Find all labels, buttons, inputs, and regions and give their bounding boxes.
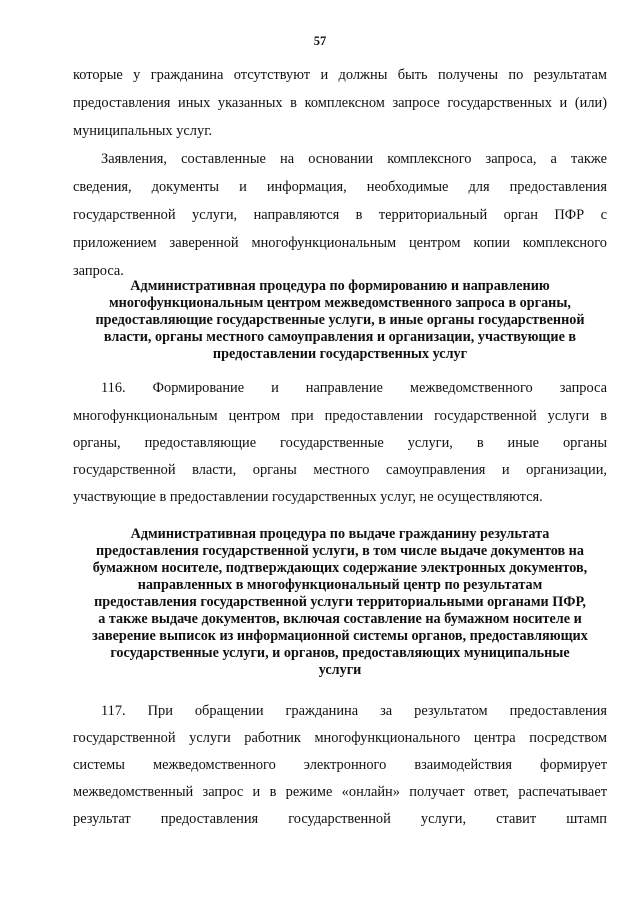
section-heading-line: предоставлении государственных услуг — [212, 346, 468, 362]
section-heading-line: Административная процедура по выдаче гражданину результата — [130, 526, 550, 542]
paragraph-line: Заявления, составленные на основании комплексного запроса, а также — [101, 151, 607, 167]
paragraph-line: приложением заверенной многофункциональным центром копии комплексного — [73, 235, 607, 251]
section-heading-line: многофункциональным центром межведомственного запроса в органы, — [109, 295, 571, 311]
section-heading-line: заверение выписок из информационной системы органов, предоставляющих — [92, 628, 588, 644]
paragraph-line: 116. Формирование и направление межведомственного запроса — [101, 380, 607, 396]
section-heading-line: власти, органы местного самоуправления и организации, участвующие в — [103, 329, 577, 345]
paragraph-line: органы, предоставляющие государственные услуги, в иные органы — [73, 435, 607, 451]
section-heading-line: услуги — [318, 662, 362, 678]
paragraph-line: участвующие в предоставлении государственных услуг, не осуществляются. — [73, 489, 543, 505]
paragraph-line: государственной услуги, направляются в территориальный орган ПФР с — [73, 207, 607, 223]
paragraph-line: сведения, документы и информация, необходимые для предоставления — [73, 179, 607, 195]
paragraph-line: предоставления иных указанных в комплексном запросе государственных и (или) — [73, 95, 607, 111]
paragraph-line: системы межведомственного электронного взаимодействия формирует — [73, 757, 607, 773]
paragraph-line: запроса. — [73, 263, 124, 279]
section-heading-line: бумажном носителе, подтверждающих содержание электронных документов, — [92, 560, 588, 576]
paragraph-line: государственной власти, органы местного самоуправления и организации, — [73, 462, 607, 478]
paragraph-line: результат предоставления государственной услуги, ставит штамп — [73, 811, 607, 827]
section-heading-line: а также выдаче документов, включая составление на бумажном носителе и — [98, 611, 582, 627]
paragraph-line: государственной услуги работник многофункционального центра посредством — [73, 730, 607, 746]
section-heading-line: предоставления государственной услуги территориальными органами ПФР, — [94, 594, 586, 610]
paragraph-line: межведомственный запрос и в режиме «онлайн» получает ответ, распечатывает — [73, 784, 607, 800]
page-number: 57 — [313, 34, 327, 48]
paragraph-line: 117. При обращении гражданина за результатом предоставления — [101, 703, 607, 719]
paragraph-line: которые у гражданина отсутствуют и должны быть получены по результатам — [73, 67, 607, 83]
section-heading-line: предоставления государственной услуги, в том числе выдаче документов на — [96, 543, 584, 559]
section-heading-line: Административная процедура по формированию и направлению — [130, 278, 550, 294]
section-heading-line: предоставляющие государственные услуги, в иные органы государственной — [95, 312, 585, 328]
section-heading-line: государственные услуги, и органов, предоставляющих муниципальные — [110, 645, 570, 661]
paragraph-line: многофункциональным центром при предоставлении государственной услуги в — [73, 408, 607, 424]
paragraph-line: муниципальных услуг. — [73, 123, 213, 139]
section-heading-line: направленных в многофункциональный центр по результатам — [137, 577, 543, 593]
